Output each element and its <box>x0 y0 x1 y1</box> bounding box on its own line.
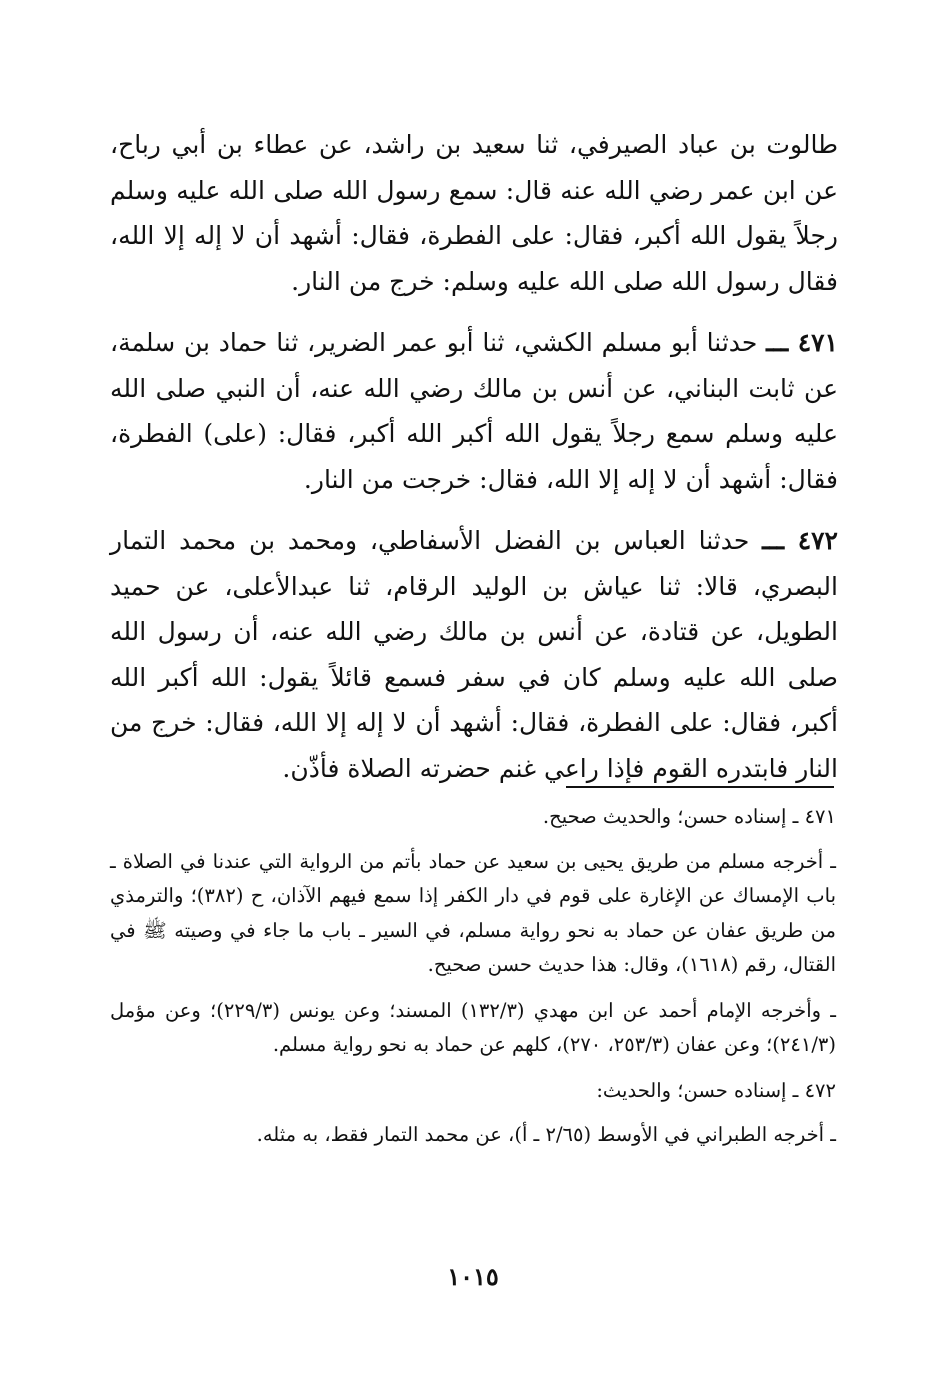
hadith-472 <box>110 518 838 791</box>
hadith-471 <box>110 320 838 502</box>
footnote-471-heading: ٤٧١ ـ إسناده حسن؛ والحديث صحيح. <box>542 805 836 828</box>
footnote-471-note-b: ـ وأخرجه الإمام أحمد عن ابن مهدي (١٣٢/٣) المسند؛ وعن يونس (٢٢٩/٣)؛ وعن مؤمل (٢٤١/٣)؛ وعن عفان (٢٥٣/٣، ٢٧٠)، كلهم عن حماد به نحو رواية مسلم. <box>110 998 836 1056</box>
footnote-472-note-a: ـ أخرجه الطبراني في الأوسط (٢/٦٥ ـ أ)، عن محمد التمار فقط، به مثله. <box>256 1123 836 1146</box>
page-number: ١٠١٥ <box>447 1262 499 1291</box>
hadith-text-472: حدثنا العباس بن الفضل الأسفاطي، ومحمد بن محمد التمار البصري، قالا: ثنا عياش بن الوليد الرقام، ثنا عبدالأعلى، عن حميد الطويل، عن قتادة، عن أنس بن مالك رضي الله عنه، أن رسول الله صلى الله عليه وسلم كان في سفر فسمع قائلاً يقول: الله أكبر الله أكبر، فقال: على الفطرة، فقال: أشهد أن لا إله إلا الله، فقال: خرج من النار فابتدره القوم فإذا راعي غنم حضرته الصلاة فأذّن. <box>110 526 838 783</box>
footnote-471-note-a: ـ أخرجه مسلم من طريق يحيى بن سعيد عن حماد بأتم من الرواية التي عندنا في الصلاة ـ باب الإمساك عن الإغارة على قوم في دار الكفر إذا سمع فيهم الآذان، ح (٣٨٢)؛ والترمذي من طريق عفان عن حماد به نحو رواية مسلم، في السير ـ باب ما جاء في وصيته ﷺ في القتال، رقم (١٦١٨)، وقال: هذا حديث حسن صحيح. <box>110 849 836 976</box>
hadith-number-472: ٤٧٢ ـــ <box>762 526 838 555</box>
hadith-number-471: ٤٧١ ـــ <box>766 328 838 357</box>
footnote-472-heading: ٤٧٢ ـ إسناده حسن؛ والحديث: <box>596 1078 836 1102</box>
footnote-divider <box>566 786 834 788</box>
footnotes <box>110 800 836 1164</box>
paragraph-continuation: طالوت بن عباد الصيرفي، ثنا سعيد بن راشد، عن عطاء بن أبي رباح، عن ابن عمر رضي الله عنه قال: سمع رسول الله صلى الله عليه وسلم رجلاً يقول الله أكبر، فقال: على الفطرة، فقال: أشهد أن لا إله إلا الله، فقال رسول الله صلى الله عليه وسلم: خرج من النار. <box>110 130 838 296</box>
main-text <box>110 122 838 807</box>
hadith-text-471: حدثنا أبو مسلم الكشي، ثنا أبو عمر الضرير، ثنا حماد بن سلمة، عن ثابت البناني، عن أنس بن مالك رضي الله عنه، أن النبي صلى الله عليه وسلم سمع رجلاً يقول الله أكبر الله أكبر، فقال: (على) الفطرة، فقال: أشهد أن لا إله إلا الله، فقال: خرجت من النار. <box>110 328 838 494</box>
